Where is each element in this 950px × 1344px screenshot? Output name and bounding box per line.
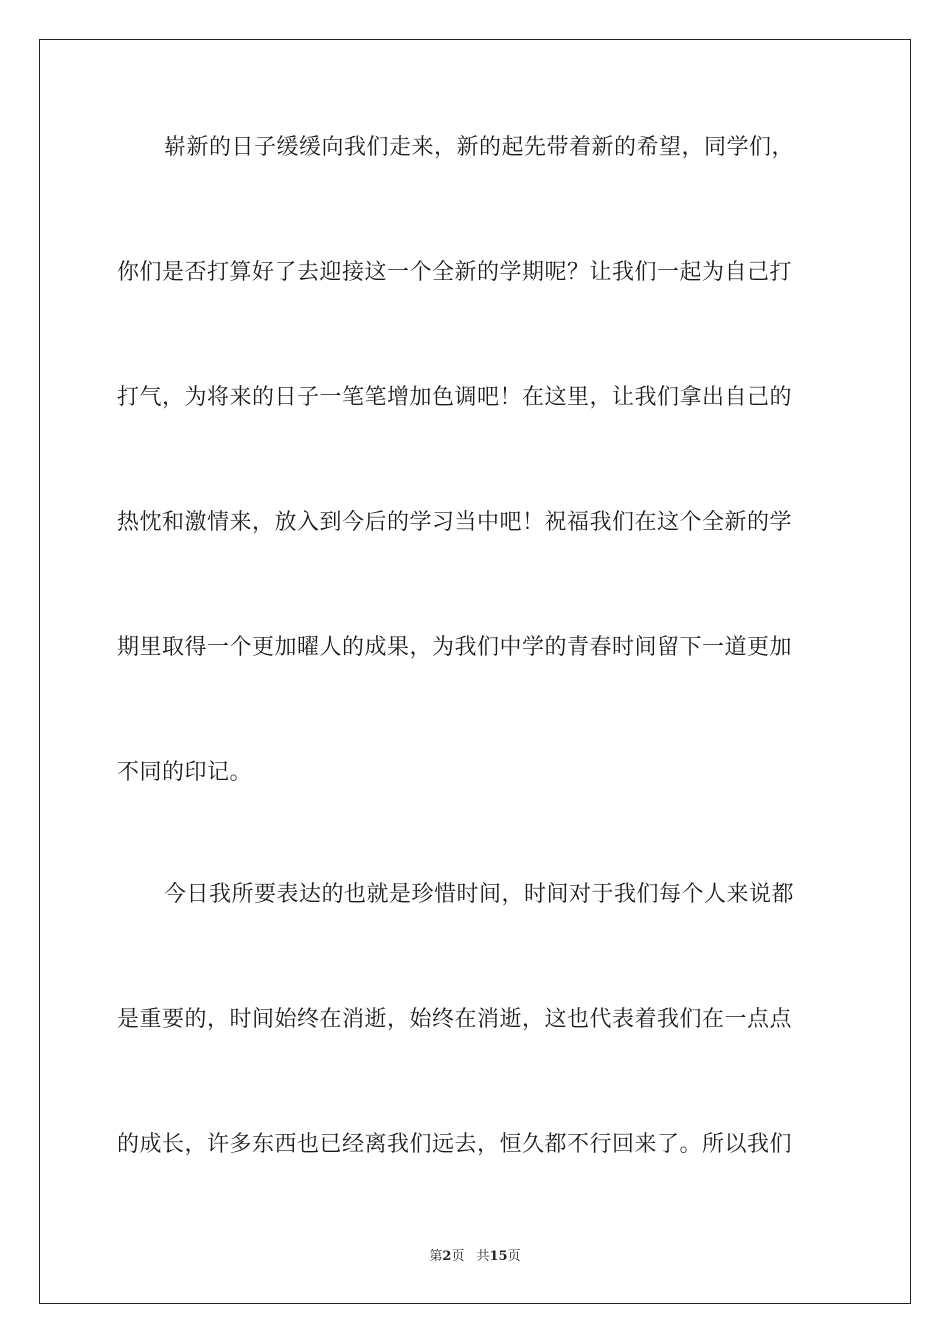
page-footer bbox=[0, 1248, 950, 1266]
paragraph-2-line-3: 的成长，许多东西也已经离我们远去，恒久都不行回来了。所以我们 bbox=[117, 1132, 793, 1157]
page-number: 2 bbox=[442, 1249, 452, 1264]
page-border bbox=[39, 39, 911, 1304]
page-suffix: 页 bbox=[451, 1249, 465, 1264]
paragraph-1-line-3: 打气，为将来的日子一笔笔增加色调吧！在这里，让我们拿出自己的 bbox=[117, 385, 793, 410]
paragraph-1-line-6: 不同的印记。 bbox=[117, 760, 253, 785]
total-prefix: 共 bbox=[476, 1249, 490, 1264]
paragraph-2-line-1: 今日我所要表达的也就是珍惜时间，时间对于我们每个人来说都 bbox=[164, 882, 795, 907]
paragraph-2-line-2: 是重要的，时间始终在消逝，始终在消逝，这也代表着我们在一点点 bbox=[117, 1007, 793, 1032]
paragraph-1-line-5: 期里取得一个更加曜人的成果，为我们中学的青春时间留下一道更加 bbox=[117, 635, 793, 660]
total-pages: 15 bbox=[489, 1249, 508, 1264]
paragraph-1-line-4: 热忱和激情来，放入到今后的学习当中吧！祝福我们在这个全新的学 bbox=[117, 510, 793, 535]
page-prefix: 第 bbox=[429, 1249, 443, 1264]
total-suffix: 页 bbox=[507, 1249, 521, 1264]
paragraph-1-line-2: 你们是否打算好了去迎接这一个全新的学期呢？让我们一起为自己打 bbox=[117, 260, 793, 285]
paragraph-1-line-1: 崭新的日子缓缓向我们走来，新的起先带着新的希望，同学们， bbox=[164, 135, 795, 160]
